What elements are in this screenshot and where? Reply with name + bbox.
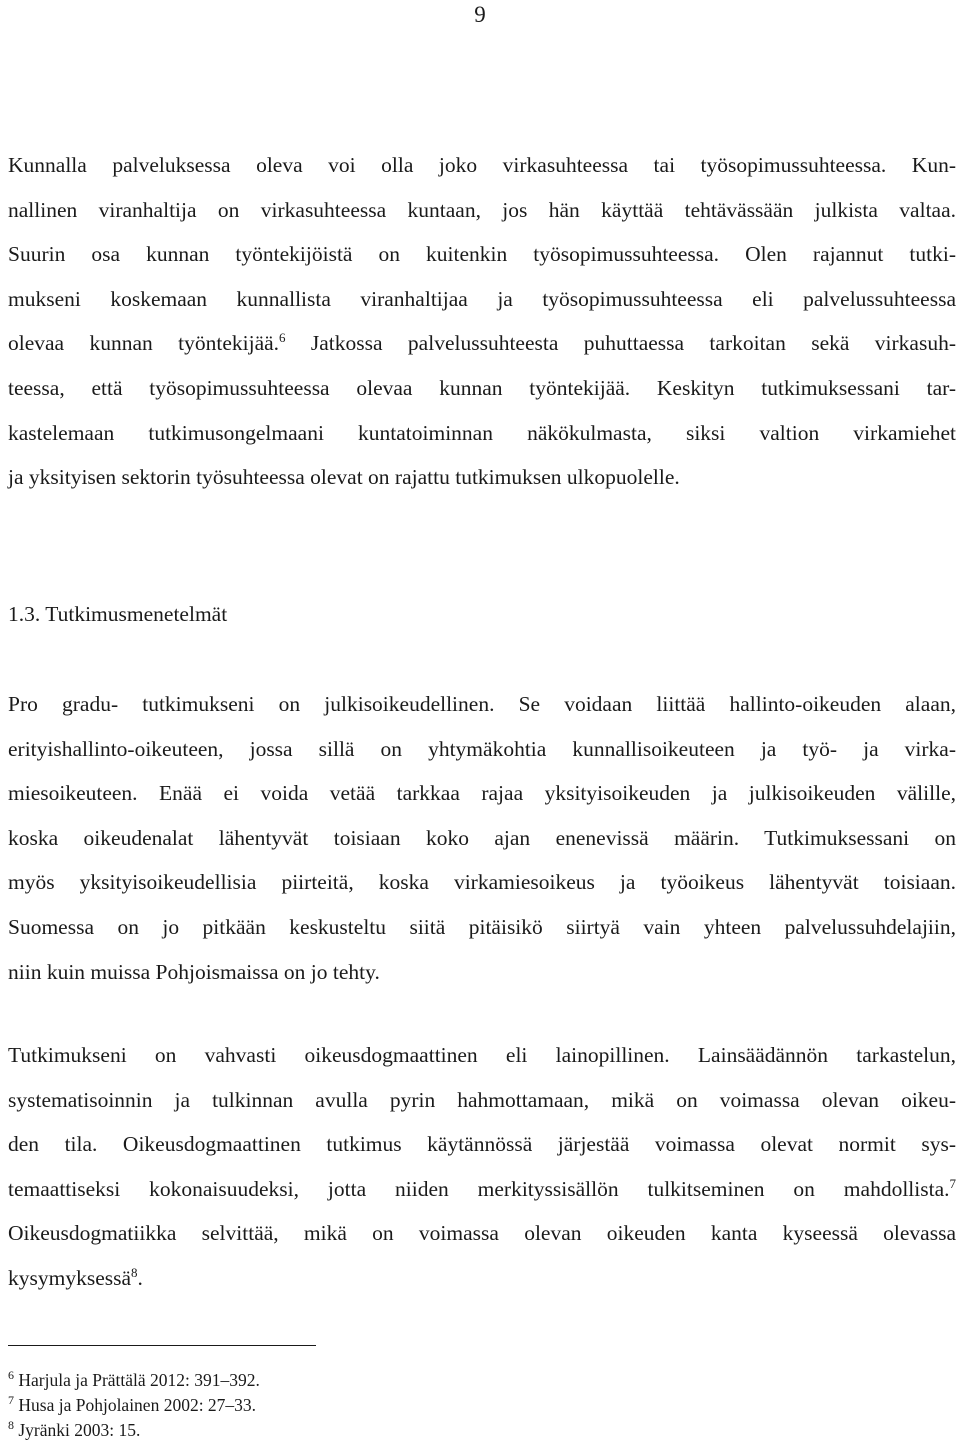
page-number: 9 [474, 2, 486, 27]
text-line: nallinen viranhaltija on virkasuhteessa kuntaan, jos hän käyttää tehtävässään julkista valtaa. [8, 197, 956, 222]
section-heading: 1.3. Tutkimusmenetelmät [8, 602, 228, 626]
footnote-7 [8, 1393, 260, 1418]
footnote-text: Husa ja Pohjolainen 2002: 27–33. [14, 1395, 257, 1415]
text-line: koska oikeudenalat lähentyvät toisiaan koko ajan enenevissä määrin. Tutkimuksessani on [8, 825, 956, 850]
footnote-8 [8, 1418, 260, 1443]
footnote-mark: 8 [8, 1418, 14, 1432]
footnote-ref-8[interactable]: 8 [131, 1264, 138, 1280]
text-line: Oikeusdogmatiikka selvittää, mikä on voimassa olevan oikeuden kanta kyseessä olevassa [8, 1221, 956, 1246]
text-line [8, 1256, 956, 1301]
footnote-6 [8, 1368, 260, 1393]
text-line: niin kuin muissa Pohjoismaissa on jo tehty. [8, 959, 380, 984]
footnote-mark: 7 [8, 1393, 14, 1407]
footnote-text: Jyränki 2003: 15. [14, 1420, 141, 1440]
text-line: Tutkimukseni on vahvasti oikeusdogmaattinen eli lainopillinen. Lainsäädännön tarkastelun, [8, 1043, 956, 1067]
footnote-text: Harjula ja Prättälä 2012: 391–392. [14, 1370, 260, 1390]
footnote-ref-6[interactable]: 6 [279, 330, 286, 346]
text-line: den tila. Oikeusdogmaattinen tutkimus käytännössä järjestää voimassa olevat normit sys- [8, 1132, 956, 1157]
footnote-ref-7[interactable]: 7 [949, 1175, 956, 1191]
text-segment: temaattiseksi kokonaisuudeksi, jotta niiden merkityssisällön tulkitseminen on mahdollista. [8, 1176, 950, 1201]
footnote-mark: 6 [8, 1368, 14, 1382]
footnote-separator [8, 1345, 316, 1346]
text-line [8, 1167, 956, 1212]
text-segment: . [137, 1265, 143, 1290]
text-line: myös yksityisoikeudellisia piirteitä, koska virkamiesoikeus ja työoikeus lähentyvät toisiaan. [8, 870, 956, 895]
text-line [8, 321, 956, 366]
text-line: Suurin osa kunnan työntekijöistä on kuitenkin työsopimussuhteessa. Olen rajannut tutki- [8, 242, 956, 267]
text-segment: kysymyksessä [8, 1265, 132, 1290]
text-line: ja yksityisen sektorin työsuhteessa olevat on rajattu tutkimuksen ulkopuolelle. [8, 465, 680, 490]
text-line: teessa, että työsopimussuhteessa olevaa kunnan työntekijää. Keskityn tutkimuksessani tar- [8, 375, 956, 400]
text-line: Suomessa on jo pitkään keskusteltu siitä pitäisikö siirtyä vain yhteen palvelussuhdelajiin, [8, 914, 956, 939]
paragraph-2 [8, 682, 956, 994]
text-segment: olevaa kunnan työntekijää. [8, 331, 280, 356]
text-segment: Jatkossa palvelussuhteesta puhuttaessa tarkoitan sekä virkasuh- [285, 331, 956, 356]
paragraph-3 [8, 1033, 956, 1301]
text-line: systematisoinnin ja tulkinnan avulla pyrin hahmottamaan, mikä on voimassa olevan oikeu- [8, 1087, 956, 1112]
text-line: miesoikeuteen. Enää ei voida vetää tarkkaa rajaa yksityisoikeuden ja julkisoikeuden välille, [8, 781, 956, 806]
text-line: Kunnalla palveluksessa oleva voi olla joko virkasuhteessa tai työsopimussuhteessa. Kun- [8, 153, 956, 177]
text-line: Pro gradu- tutkimukseni on julkisoikeudellinen. Se voidaan liittää hallinto-oikeuden alaan, [8, 692, 956, 716]
paragraph-1 [8, 143, 956, 500]
footnotes [8, 1368, 260, 1443]
text-line: erityishallinto-oikeuteen, jossa sillä on yhtymäkohtia kunnallisoikeuteen ja työ- ja virka- [8, 736, 956, 761]
text-line: mukseni koskemaan kunnallista viranhaltijaa ja työsopimussuhteessa eli palvelussuhteessa [8, 286, 956, 311]
text-line: kastelemaan tutkimusongelmaani kuntatoiminnan näkökulmasta, siksi valtion virkamiehet [8, 420, 956, 445]
